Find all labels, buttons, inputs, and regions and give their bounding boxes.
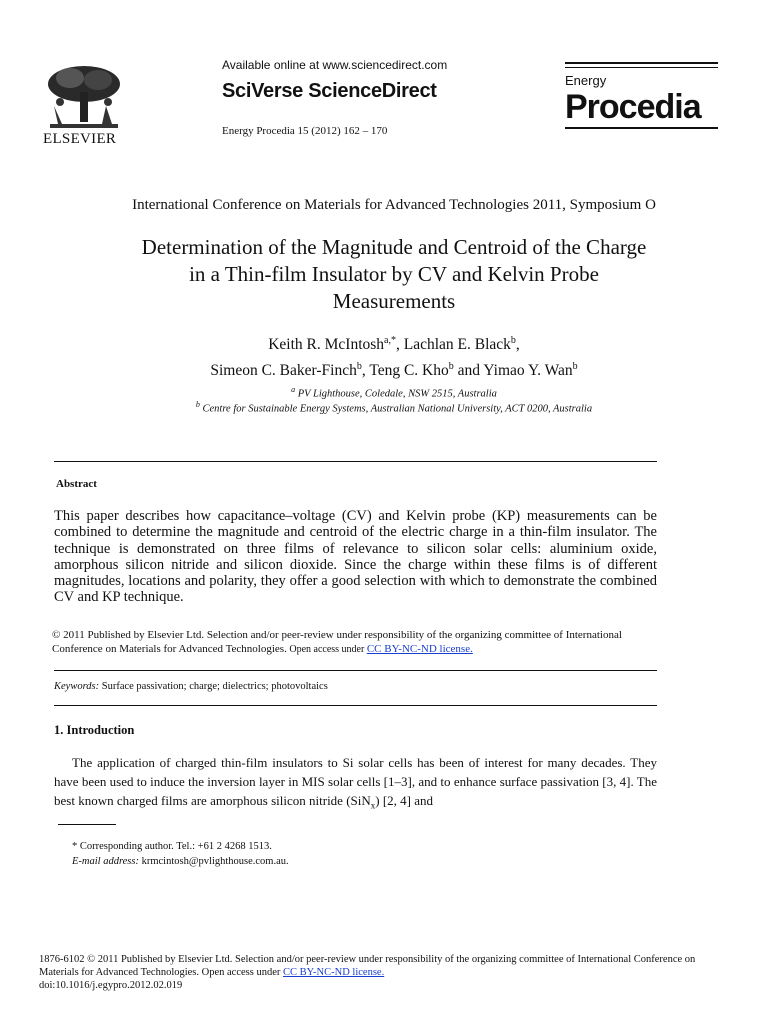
paper-title — [40, 234, 748, 315]
affiliation-text: Centre for Sustainable Energy Systems, Australian National University, ACT 0200, Australia — [199, 403, 593, 415]
email-label: E-mail address: — [72, 856, 139, 867]
keywords-label: Keywords: — [54, 681, 100, 692]
author-affiliation-mark: b — [572, 361, 578, 373]
author-separator: , — [361, 362, 370, 380]
journal-logo-rule — [565, 67, 718, 68]
author-separator: , — [515, 336, 520, 354]
introduction-body — [54, 753, 657, 816]
intro-text: ) [2, 4] and — [375, 793, 434, 808]
author-affiliation-mark: b — [448, 361, 454, 373]
author-line — [40, 356, 748, 382]
journal-logo-rule — [565, 62, 718, 64]
affiliation-text: PV Lighthouse, Coledale, NSW 2515, Australia — [295, 388, 497, 400]
footnote-divider — [58, 824, 116, 825]
journal-name-line1: Energy — [565, 73, 607, 88]
introduction-heading: 1. Introduction — [54, 723, 135, 737]
email-note — [72, 856, 289, 867]
email-address[interactable]: krmcintosh@pvlighthouse.com.au. — [138, 856, 289, 867]
abstract-body: This paper describes how capacitance–voltage (CV) and Kelvin probe (KP) measurements can be combined to determine the magnitude and centroid of the electric charge in a thin-film insulator. The technique is demonstrated on three films of relevance to silicon solar cells: aluminium oxide, amorphous silicon nitride and silicon dioxide. Since the charge within these films is of different magnitudes, locations and polarity, they offer a good selection with which to demonstrate the combined CV and KP technique. — [54, 508, 657, 606]
author-list — [40, 330, 748, 382]
copyright-notice — [52, 628, 662, 657]
journal-logo — [565, 60, 718, 144]
author-name: Keith R. McIntosh — [268, 336, 385, 354]
elsevier-tree-icon — [40, 62, 128, 132]
open-access-text: Open access under — [286, 644, 367, 655]
section-divider — [54, 705, 657, 706]
corresponding-author-note: * Corresponding author. Tel.: +61 2 4268 1513. — [72, 841, 272, 852]
license-link[interactable]: CC BY-NC-ND license. — [366, 643, 473, 655]
section-divider — [54, 461, 657, 462]
available-online-text: Available online at www.sciencedirect.com — [222, 58, 448, 72]
author-separator: , — [395, 336, 404, 354]
license-link[interactable]: CC BY-NC-ND license. — [283, 967, 385, 978]
author-name: Teng C. Kho — [369, 362, 449, 380]
author-name: Lachlan E. Black — [403, 336, 511, 354]
header-center — [222, 58, 482, 137]
affiliation — [40, 400, 748, 415]
journal-name-line2: Procedia — [565, 88, 701, 126]
keywords-text: Surface passivation; charge; dielectrics; photovoltaics — [99, 681, 328, 692]
author-affiliation-mark: b — [510, 335, 516, 346]
journal-logo-rule — [565, 127, 718, 129]
author-line — [40, 330, 748, 356]
conference-name: International Conference on Materials for Advanced Technologies 2011, Symposium O — [132, 197, 656, 213]
issn-copyright-block — [39, 953, 729, 992]
abstract-heading: Abstract — [56, 478, 97, 490]
title-line: Determination of the Magnitude and Centroid of the Charge — [141, 235, 647, 259]
section-divider — [54, 670, 657, 671]
author-affiliation-mark: b — [356, 361, 362, 373]
issn-copyright-text: 1876-6102 © 2011 Published by Elsevier Ltd. Selection and/or peer-review under responsibility of the organizing committee of International Conference on Materials for Advanced Technologies. Open access under — [39, 954, 696, 978]
elsevier-wordmark: ELSEVIER — [43, 131, 117, 147]
copyright-text: © 2011 Published by Elsevier Ltd. Selection and/or peer-review under responsibility of the organizing committee of International Conference on Materials for Advanced Technologies. — [52, 629, 622, 655]
journal-citation: Energy Procedia 15 (2012) 162 – 170 — [222, 125, 388, 137]
title-line: in a Thin-film Insulator by CV and Kelvin Probe — [189, 262, 599, 286]
title-line: Measurements — [332, 289, 456, 313]
sciverse-sciencedirect-logo: SciVerse ScienceDirect — [222, 80, 437, 102]
intro-subscript: x — [370, 800, 376, 811]
author-affiliation-mark: a,* — [384, 335, 396, 346]
intro-text: The application of charged thin-film insulators to Si solar cells has been of interest for many decades. They have been used to induce the inversion layer in MIS solar cells [1–3], and to enhance surface passivation [3, 4]. The best known charged films are amorphous silicon nitride (SiN — [54, 755, 657, 808]
author-name: Simeon C. Baker-Finch — [210, 362, 357, 380]
doi[interactable]: doi:10.1016/j.egypro.2012.02.019 — [39, 980, 183, 991]
affiliation-mark: b — [195, 400, 200, 409]
author-separator: and — [453, 362, 484, 380]
keywords — [54, 681, 328, 692]
affiliation — [40, 385, 748, 400]
affiliation-mark: a — [291, 385, 296, 394]
author-name: Yimao Y. Wan — [483, 362, 573, 380]
